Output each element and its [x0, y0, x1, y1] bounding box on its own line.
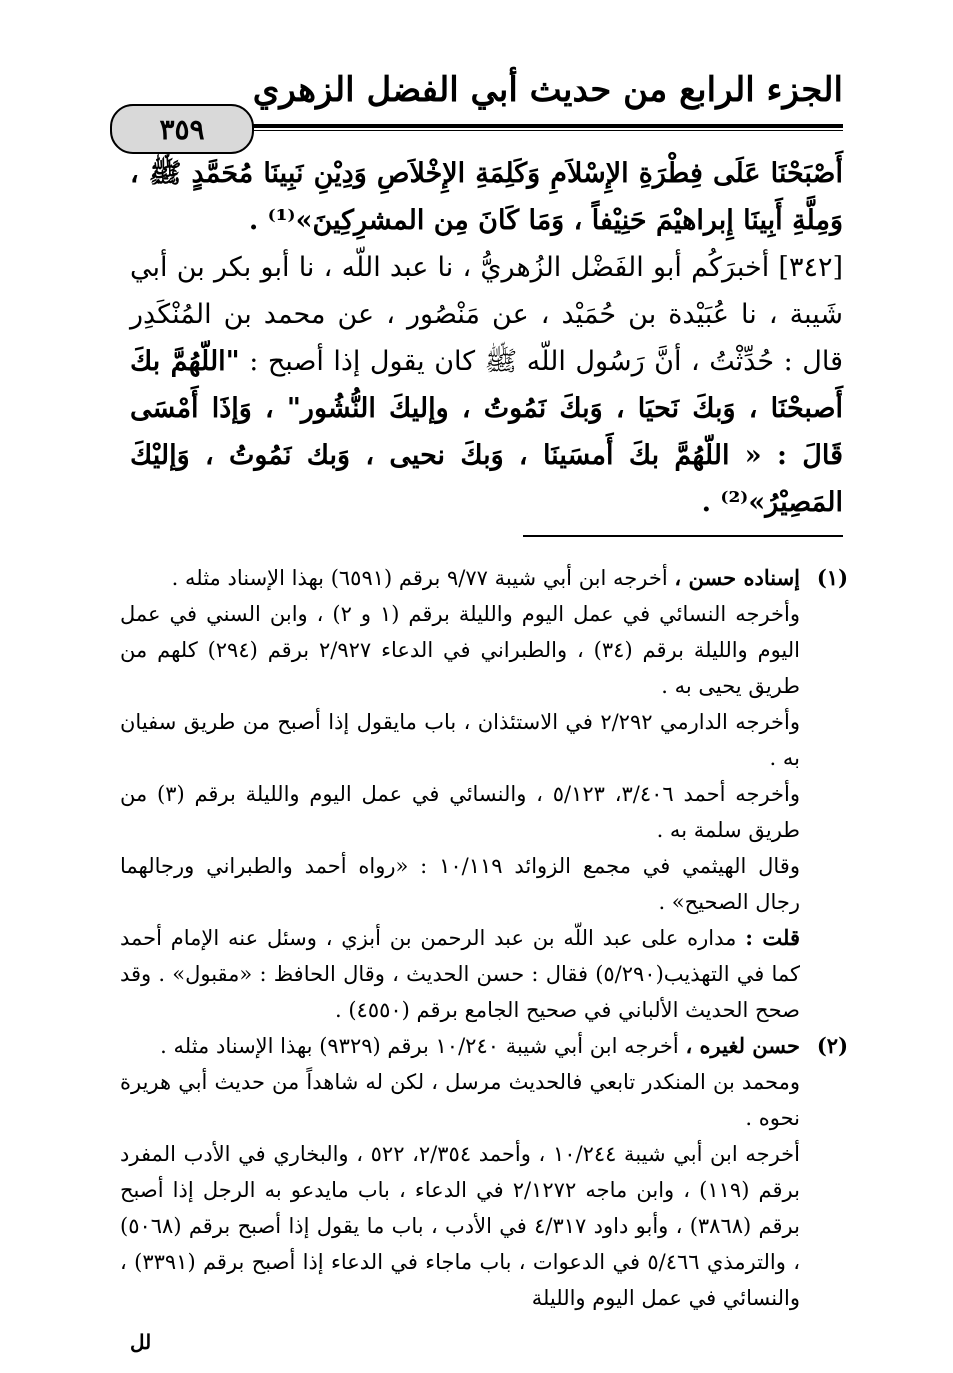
qultu-label: قلت :: [745, 925, 800, 950]
header-rule: [230, 124, 843, 128]
footnote-line: [120, 920, 800, 1028]
footnote-1: [120, 560, 848, 1028]
footnote-2: [120, 1028, 848, 1316]
footnote-line: وأخرجه أحمد ٣/٤٠٦، ٥/١٢٣ ، والنسائي في عمل اليوم والليلة برقم (٣) من طريق سلمة به .: [120, 782, 801, 842]
footnote-line: وأخرجه النسائي في عمل اليوم والليلة برقم (١ و ٢) ، وابن السني في عمل اليوم والليلة برقم (٣٤) ، والطبراني في الدعاء ٢/٩٢٧ برقم (٢٩٤) كلهم من طريق يحيى به .: [120, 602, 800, 698]
grading-label: حسن لغيره ،: [685, 1033, 800, 1058]
grading-label: إسناده حسن ،: [674, 565, 800, 590]
hadith-342-isnad: [٣٤٢] أخبرَكُم أبو الفَضْل الزُهريُّ ، نا عبد اللّه ، نا أبو بكر بن أبي شَيبة ، نا عُبَيْدة بن حُمَيْد ، عن مَنْصُور ، عن محمد بن المُنْكَدِر قال : حُدِّثْتُ ، أنَّ رَسُول اللّه ﷺ كان يقول إذا أصبح :: [130, 252, 843, 377]
hadith-342-matn: "اللّهُمَّ بكَ أَصبحْنَا ، وَبكَ نَحيَا ، وَبكَ نَمُوتُ ، وإليكَ النُّشُور" ، وَإذَا أَمْسَى قَالَ : « اللّهُمَّ بكَ أَمسَينَا ، وَبكَ نحيى ، وَبك نَمُوتُ ، وَإليْكَ المَصِيْرُ»⁽²⁾ .: [130, 346, 843, 518]
footnote-text: أخرجه ابن أبي شيبة ١٠/٢٤٠ برقم (٩٣٢٩) بهذا الإسناد مثله .: [160, 1034, 679, 1058]
page-header: [110, 60, 843, 146]
running-title: الجزء الرابع من حديث أبي الفضل الزهري: [252, 70, 843, 110]
footnote-line: [120, 1028, 800, 1064]
footnote-text: أخرجه ابن أبي شيبة ٩/٧٧ برقم (٦٥٩١) بهذا الإسناد مثله .: [171, 566, 668, 590]
hadith-342-paragraph: [130, 244, 843, 526]
footnote-text: مداره على عبد اللّه بن عبد الرحمن بن أبزي ، وسئل عنه الإمام أحمد كما في التهذيب(٥/٢٩٠) فقال : حسن الحديث ، وقال الحافظ : «مقبول» . وقد صحح الحديث الألباني في صحيح الجامع برقم (٤٥٥٠) .: [120, 926, 800, 1022]
footnotes: [120, 560, 848, 1316]
footnote-line: وقال الهيثمي في مجمع الزوائد ١٠/١١٩ : «رواه أحمد والطبراني ورجالهما رجال الصحيح» .: [120, 854, 800, 914]
main-text: [130, 150, 843, 526]
page-number: ٣٥٩: [110, 104, 254, 154]
header-rule-thin: [230, 130, 843, 131]
footnote-number: (١): [816, 565, 848, 590]
catchword: لل: [130, 1330, 152, 1354]
footnote-line: ومحمد بن المنكدر تابعي فالحديث مرسل ، لكن له شاهداً من حديث أبي هريرة نحوه .: [120, 1070, 800, 1130]
footnote-number: (٢): [816, 1033, 848, 1058]
footnote-separator: [523, 535, 843, 537]
footnote-line: وأخرجه الدارمي ٢/٢٩٢ في الاستئذان ، باب مايقول إذا أصبح من طريق سفيان به .: [120, 710, 800, 770]
footnote-line: [120, 560, 800, 596]
hadith-ending-paragraph: أَصْبَحْنَا عَلَى فِطْرَةِ الإِسْلاَمِ وَكَلِمَةِ الإِخْلاَصِ وَدِيْنِ نَبِينَا مُحَمَّدٍ ﷺ ، وَمِلَّةِ أَبِينَا إِبراهيْمَ حَنِيْفاً ، وَمَا كَانَ مِن المشرِكِينَ»⁽¹⁾ .: [130, 158, 843, 236]
footnote-line: أخرجه ابن أبي شيبة ١٠/٢٤٤ ، وأحمد ٢/٣٥٤، ٥٢٢ ، والبخاري في الأدب المفرد برقم (١١٩) ، وابن ماجه ٢/١٢٧٢ في الدعاء ، باب مايدعو به الرجل إذا أصبح برقم (٣٨٦٨) ، وأبو داود ٤/٣١٧ في الأدب ، باب ما يقول إذا أصبح برقم (٥٠٦٨) ، والترمذي ٥/٤٦٦ في الدعوات ، باب ماجاء في الدعاء إذا أصبح برقم (٣٣٩١) ، والنسائي في عمل اليوم والليلة: [120, 1142, 800, 1310]
